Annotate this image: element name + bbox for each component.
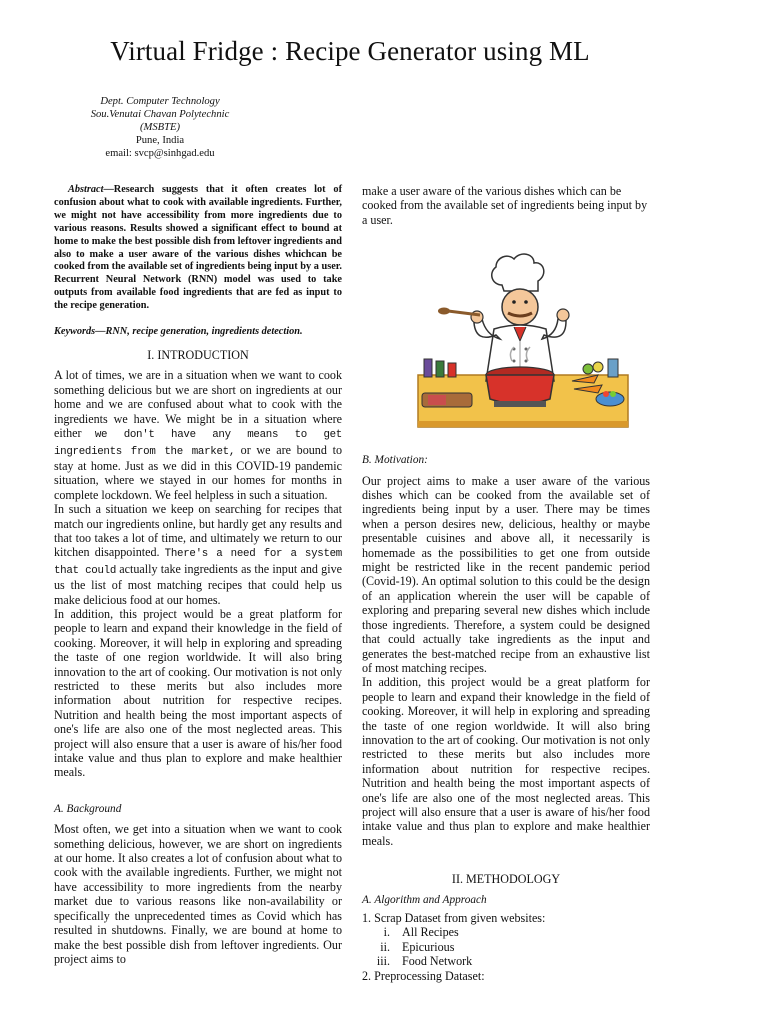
paper-title: Virtual Fridge : Recipe Generator using ML [110,36,590,66]
intro-paragraph-3: In addition, this project would be a great platform for people to learn and expand their knowledge in the field of cooking. Moreover, it will help in exploring and spreading the taste of one region worldwide. It will also bring innovation to the art of cooking. Our motivation is not only restricted to these merits but also includes more information about nutrition for respective recipes. Nutrition and health being the most important aspects of one's life are also one of the most neglected areas. This project will also ensure that a user is aware of his/her food intake value and thus plan to explore and make healthier meals. [54,606,342,780]
subsection-heading-background: A. Background [54,802,122,815]
list-item-number: i. [383,925,390,940]
author-affiliation [40,95,280,160]
keywords: Keywords—RNN, recipe generation, ingredients detection. [54,326,303,338]
method-step-1: 1. Scrap Dataset from given websites: [362,911,546,925]
list-item-label: All Recipes [402,925,459,940]
intro-p1-a: A lot of times, we are in a situation when we want to cook something delicious but we are short on ingredients at our home and we are confused about what to cook with the ingredients we have. We might be in a situation where either [54,368,342,441]
list-item-label: Epicurious [402,939,455,954]
intro-p1-b: we don't have any means to get ingredients from the market, [54,429,342,458]
abstract [54,184,342,313]
left-column [54,184,342,966]
chef-illustration [362,249,650,435]
affiliation-board: (MSBTE) [139,122,180,133]
motivation-paragraph-2: In addition, this project would be a great platform for people to learn and expand their knowledge in the field of cooking. Moreover, it will help in exploring and spreading the taste of one region worldwide. It will also bring innovation to the art of cooking. Our motivation is not only restricted to these merits but also includes more information about nutrition for respective recipes. Nutrition and health being the most important aspects of one's life are also one of the most neglected areas. This project will also ensure that a user is aware of his/her food intake value and thus plan to explore and make healthier meals. [362,675,650,848]
list-item [362,940,650,954]
affiliation-city: Pune, India [135,135,185,146]
abstract-label: Abstract [68,184,104,195]
list-item [362,954,650,968]
section-heading-methodology: II. METHODOLOGY [451,872,561,887]
motivation-paragraph-1: Our project aims to make a user aware of the various dishes which can be cooked from the available set of ingredients being input by a user. There may be times when a person desires new, delicious, healthy or maybe presentable cuisines and above all, it necessarily is homemade as the possibilities to get one from outside might be restricted like in the recent pandemic period (Covid-19). An optimal solution to this could be the design of an application wherein the user will be capable of exploring and preparing several new dishes which include those ingredients. Therefore, a system could be designed that could actually take ingredients as the input and generates the best-matched recipe from an exhaustive list of most matching recipes. [362,473,650,675]
affiliation-institute: Sou.Venutai Chavan Polytechnic [90,109,230,120]
intro-p2-b: There's a need for a system that could [54,548,342,577]
subsection-heading-motivation: B. Motivation: [362,454,428,467]
intro-p1-c: or we are bound to stay at home. Just as we did in this COVID-19 pandemic situation, where we stayed in our homes for months in complete lockdown. We feel helpless in such a situation. [54,442,342,502]
chef-hat [492,254,544,291]
list-item-label: Food Network [402,954,473,969]
intro-p2-a: In such a situation we keep on searching for recipes that match our ingredients online, but hardly get any results and that too takes a lot of time, and ultimately we return to our kitchen disappointed. [54,502,342,560]
background-paragraph: Most often, we get into a situation when we want to cook something delicious, however, we are short on ingredients at our home. It also creates a lot of confusion about what to cook with the available ingredients. Further, we might not have accessibility to more ingredients from the nearby market due to various reasons like non-availability or specifically the unprecedented times as Covid which has resulted in shutdowns. Finally, we are bound at home to make the best possible dish from leftover ingredients. Our project aims to [54,822,342,966]
abstract-text: —Research suggests that it often creates lot of confusion about what to cook with available ingredients. Further, we might not have accessibility from more ingredients due to various reasons. Results showed a significant effect to bound at home to make the best possible dish from leftover ingredients and also to make a user aware of the various dishes whichcan be cooked from the available set of ingredients being input by a user. Recurrent Neural Network (RNN) model was used to take outputs from available food ingredients that are fed as input to the recipe generation. [54,184,342,312]
method-step-2: 2. Preprocessing Dataset: [362,968,485,983]
right-intro-continuation: make a user aware of the various dishes which can be cooked from the available set of ingredients being input by a user. [362,184,648,227]
chef-head [502,289,538,325]
list-item-number: iii. [376,954,390,969]
subsection-heading-algorithm: A. Algorithm and Approach [362,893,487,906]
right-column [362,184,650,983]
affiliation-email: email: svcp@sinhgad.edu [105,148,215,159]
list-item-number: ii. [380,939,390,954]
website-list [362,925,650,968]
list-item [362,925,650,939]
section-heading-introduction: I. INTRODUCTION [147,348,249,363]
intro-p2-c: actually take ingredients as the input and give us the list of most matching recipes that could help us make delicious food at our homes. [54,561,342,607]
intro-paragraph-2 [54,502,342,607]
intro-paragraph-1 [54,368,342,502]
affiliation-dept: Dept. Computer Technology [100,96,220,107]
chef-cooking-image [362,249,650,435]
